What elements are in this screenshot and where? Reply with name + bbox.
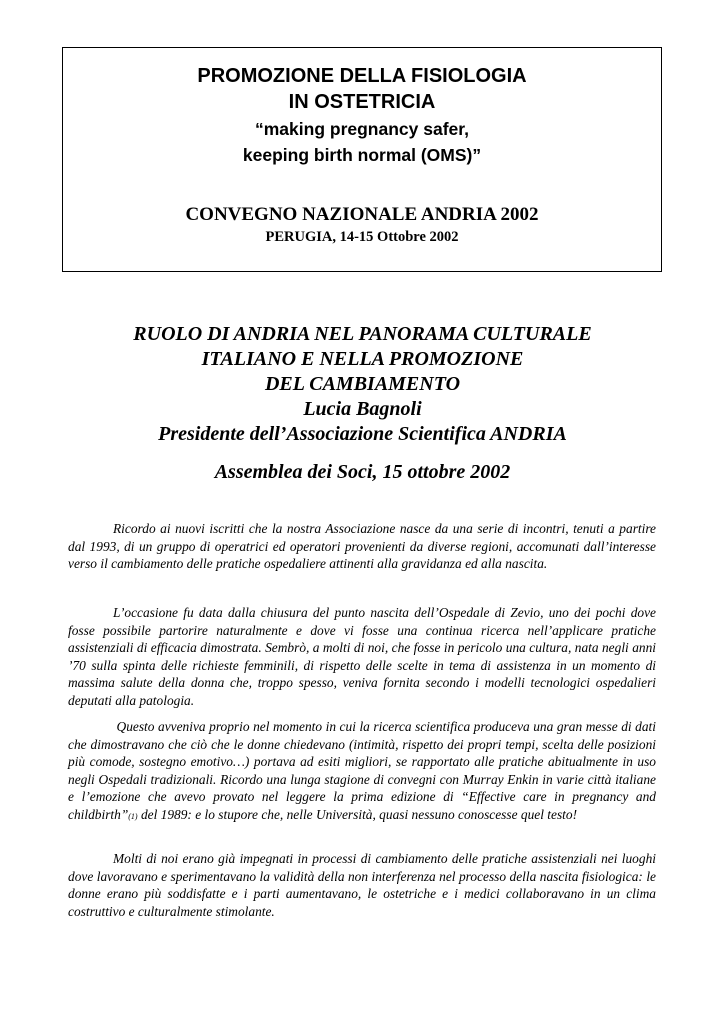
reference-marker: (1) (128, 811, 138, 821)
body-paragraph-2-text: L’occasione fu data dalla chiusura del punto nascita dell’Ospedale di Zevio, uno dei pochi dove fosse possibile partorire naturalmente e dove vi fosse una continua ricerca nell’applicare pratiche assistenziali di efficacia dimostrata. Sembrò, a molti di noi, che fosse in pericolo una cultura, nata negli anni ’70 sulla spinta delle richieste femminili, di rispetto delle scelte in tema di assistenza in un momento di massima salute della donna che, troppo spesso, veniva fornita secondo i modelli tecnologici ospedalieri deputati alla patologia. (68, 605, 656, 708)
author-role: Presidente dell’Associazione Scientifica ANDRIA (158, 423, 567, 445)
body-paragraph-2 (68, 604, 656, 709)
convention-place-date: PERUGIA, 14-15 Ottobre 2002 (265, 229, 459, 245)
event-line: Assemblea dei Soci, 15 ottobre 2002 (214, 461, 511, 483)
body-paragraph-4 (68, 850, 656, 920)
convention-title: CONVEGNO NAZIONALE ANDRIA 2002 (185, 204, 539, 225)
body-paragraph-3-text-b: del 1989: e lo stupore che, nelle Università, quasi nessuno conoscesse quel testo! (137, 806, 578, 822)
talk-title-line1: RUOLO DI ANDRIA NEL PANORAMA CULTURALE (133, 323, 592, 345)
talk-title-line3: DEL CAMBIAMENTO (264, 373, 461, 395)
conference-quote-line1: “making pregnancy safer, (255, 119, 469, 139)
body-paragraph-1-text: Ricordo ai nuovi iscritti che la nostra Associazione nasce da una serie di incontri, tenuti a partire dal 1993, di un gruppo di operatrici ed operatori provenienti da diverse regioni, accomunati dall’interesse verso il cambiamento delle pratiche ospedaliere attinenti alla gravidanza ed alla nascita. (68, 521, 656, 571)
conference-header-box (62, 47, 662, 272)
conference-title-line1: PROMOZIONE DELLA FISIOLOGIA (197, 65, 527, 87)
body-paragraph-4-text: Molti di noi erano già impegnati in processi di cambiamento delle pratiche assistenziali nei luoghi dove lavoravano e sperimentavano la validità della non interferenza nel processo della nascita fisiologica: le donne erano più soddisfatte e i parti aumentavano, le ostetriche e i medici collaboravano in un clima costruttivo e culturalmente stimolante. (68, 851, 656, 919)
body-paragraph-3 (68, 718, 656, 825)
author-name: Lucia Bagnoli (303, 398, 422, 420)
body-paragraph-1 (68, 520, 656, 573)
conference-quote-line2: keeping birth normal (OMS)” (242, 145, 482, 165)
body-paragraph-3-text-a: Questo avveniva proprio nel momento in cui la ricerca scientifica produceva una gran messe di dati che dimostravano che ciò che le donne chiedevano (intimità, rispetto dei propri tempi, scelta delle posizioni più comode, sostegno emotivo…) portava ad esiti migliori, se rapportato alle pratiche abitualmente in uso negli Ospedali tradizionali. Ricordo una lunga stagione di convegni con Murray Enkin in varie città italiane e l’emozione che avevo provato nel leggere la prima edizione di “Effective care in pregnancy and childbirth” (68, 719, 656, 822)
talk-title-line2: ITALIANO E NELLA PROMOZIONE (201, 348, 524, 370)
conference-title-line2: IN OSTETRICIA (288, 91, 436, 113)
